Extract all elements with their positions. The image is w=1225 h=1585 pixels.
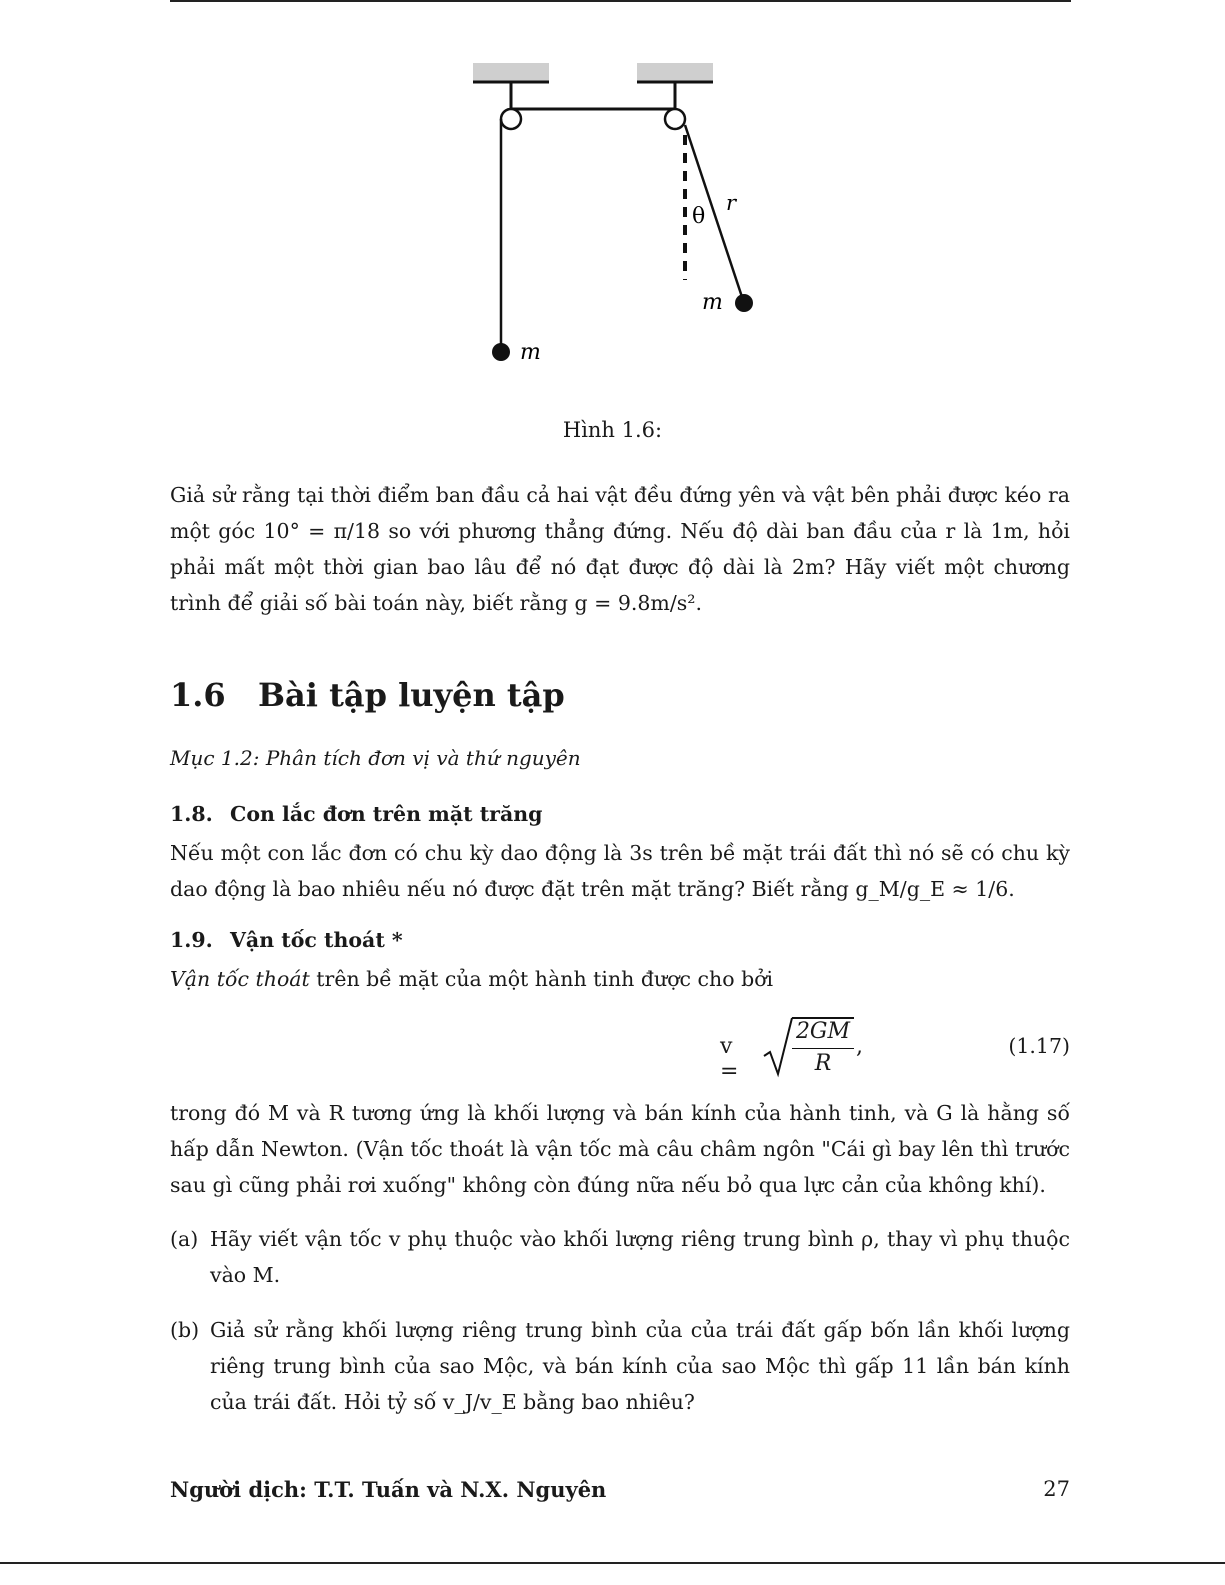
problem-1-8-heading	[170, 802, 543, 826]
mass-left	[492, 343, 510, 361]
problem-1-8-text: Nếu một con lắc đơn có chu kỳ dao động là 3s trên bề mặt trái đất thì nó sẽ có chu kỳ dao động là bao nhiêu nếu nó được đặt trên mặt trăng? Biết rằng g_M/g_E ≈ 1/6.	[170, 841, 1070, 901]
mass-right	[735, 294, 753, 312]
equation-tail: ,	[856, 1034, 863, 1059]
equation-1-17	[170, 1012, 1070, 1082]
problem-1-8-title: Con lắc đơn trên mặt trăng	[230, 802, 543, 826]
bottom-rule	[0, 1562, 1225, 1564]
problem-1-9-intro	[170, 961, 1070, 997]
problem-1-8-number: 1.8.	[170, 802, 213, 826]
escape-velocity-term: Vận tốc thoát	[170, 967, 310, 991]
equation-numerator: 2GM	[795, 1019, 851, 1044]
item-a-text: Hãy viết vận tốc v phụ thuộc vào khối lượng riêng trung bình ρ, thay vì phụ thuộc vào M.	[210, 1227, 1070, 1287]
mass-right-label: m	[702, 290, 723, 315]
pulley-left	[501, 109, 521, 129]
fraction-bar	[792, 1048, 854, 1049]
section-title: Bài tập luyện tập	[258, 676, 565, 714]
figure-caption: Hình 1.6:	[562, 418, 663, 442]
problem-1-9-intro-rest: trên bề mặt của một hành tinh được cho bởi	[309, 967, 774, 991]
problem-1-9-heading	[170, 928, 403, 952]
item-b-label: (b)	[170, 1318, 200, 1342]
section-number: 1.6	[170, 676, 226, 714]
page-number: 27	[1043, 1477, 1070, 1501]
top-rule	[170, 0, 1071, 2]
problem-1-9-item-a	[170, 1221, 1070, 1293]
equation-denominator: R	[814, 1051, 832, 1076]
item-b-text: Giả sử rằng khối lượng riêng trung bình của của trái đất gấp bốn lần khối lượng riêng trung bình của sao Mộc, và bán kính của sao Mộc thì gấp 11 lần bán kính của trái đất. Hỏi tỷ số v_J/v_E bằng bao nhiêu?	[210, 1318, 1070, 1414]
subsection-heading: Mục 1.2: Phân tích đơn vị và thứ nguyên	[170, 746, 581, 770]
mass-left-label: m	[520, 340, 541, 365]
equation-number: (1.17)	[1008, 1034, 1070, 1058]
problem-1-9-after-text: trong đó M và R tương ứng là khối lượng và bán kính của hành tinh, và G là hằng số hấp dẫn Newton. (Vận tốc thoát là vận tốc mà câu châm ngôn "Cái gì bay lên thì trước sau gì cũng phải rơi xuống" không còn đúng nữa nếu bỏ qua lực cản của không khí).	[170, 1101, 1070, 1197]
pendulum-diagram	[460, 55, 770, 375]
problem-1-9-number: 1.9.	[170, 928, 213, 952]
pulley-right	[665, 109, 685, 129]
intro-paragraph: Giả sử rằng tại thời điểm ban đầu cả hai vật đều đứng yên và vật bên phải được kéo ra một góc 10° = π/18 so với phương thẳng đứng. Nếu độ dài ban đầu của r là 1m, hỏi phải mất một thời gian bao lâu để nó đạt được độ dài là 2m? Hãy viết một chương trình để giải số bài toán này, biết rằng g = 9.8m/s².	[170, 483, 1070, 615]
figure-pendulum	[460, 55, 770, 375]
sqrt-sign	[762, 1016, 794, 1078]
equation-lhs: v =	[720, 1034, 739, 1084]
footer-translator: Người dịch: T.T. Tuấn và N.X. Nguyên	[170, 1477, 607, 1502]
r-label: r	[726, 191, 737, 215]
ceiling-right	[637, 63, 713, 81]
theta-label: θ	[692, 204, 706, 229]
problem-1-9-title: Vận tốc thoát *	[230, 928, 403, 952]
ceiling-left	[473, 63, 549, 81]
section-heading	[170, 676, 565, 714]
problem-1-9-item-b	[170, 1312, 1070, 1420]
item-a-label: (a)	[170, 1227, 199, 1251]
